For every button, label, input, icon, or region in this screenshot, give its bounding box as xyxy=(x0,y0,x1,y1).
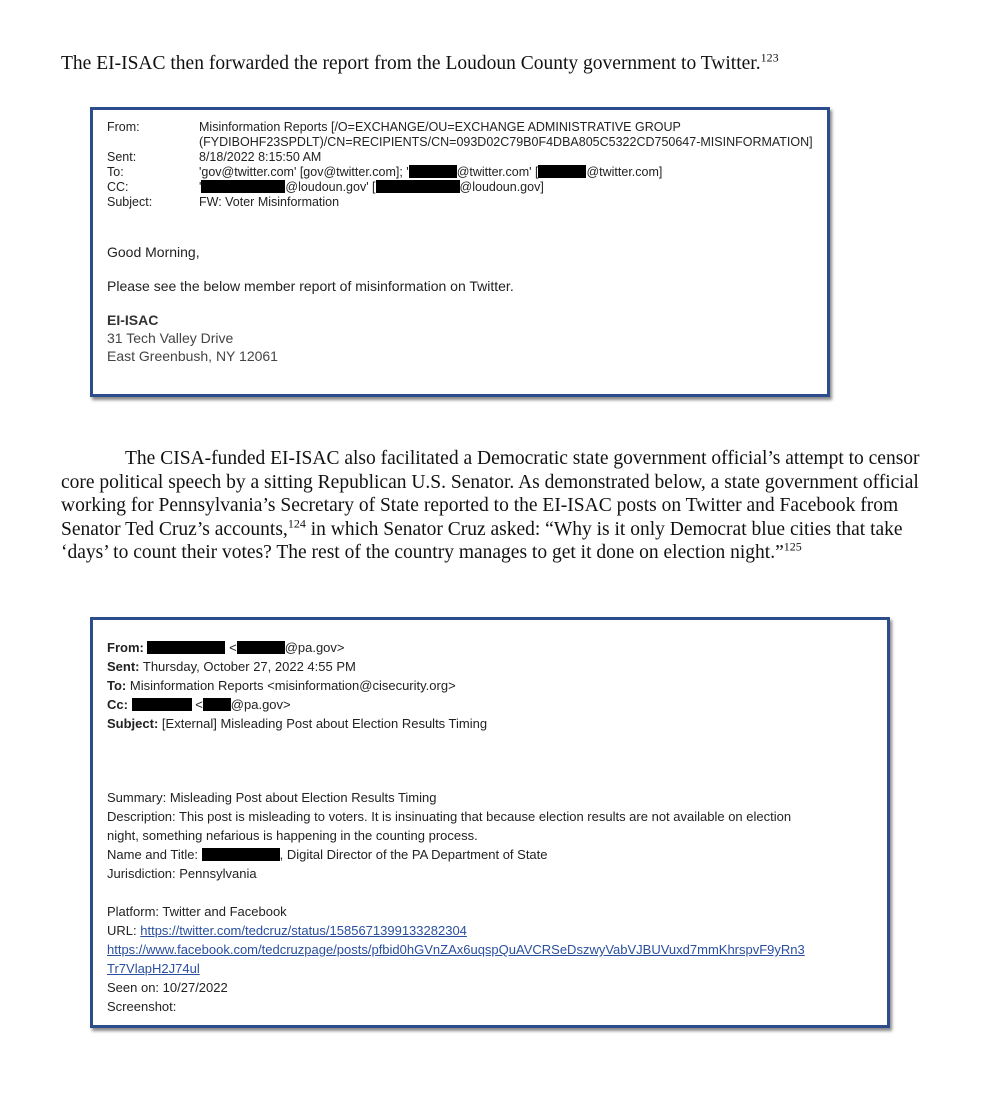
redaction xyxy=(147,641,225,654)
from-label: From: xyxy=(107,120,140,134)
to-label: To: xyxy=(107,165,124,179)
twitter-link[interactable]: https://twitter.com/tedcruz/status/1585671399133282304 xyxy=(140,923,467,938)
jurisdiction: Jurisdiction: Pennsylvania xyxy=(107,866,257,881)
footnote-ref: 125 xyxy=(783,539,802,554)
from-value: Misinformation Reports [/O=EXCHANGE/OU=EXCHANGE ADMINISTRATIVE GROUP xyxy=(199,120,681,134)
description: Description: This post is misleading to voters. It is insinuating that because election results are not available on election xyxy=(107,809,792,824)
redaction xyxy=(132,698,192,711)
to-value: 'gov@twitter.com' [gov@twitter.com]; ' @twitter.com' [ @twitter.com] xyxy=(199,165,663,179)
url-row: URL: https://twitter.com/tedcruz/status/1585671399133282304 xyxy=(107,923,467,938)
redaction xyxy=(409,165,457,178)
signature-city: East Greenbush, NY 12061 xyxy=(107,348,278,364)
redaction xyxy=(376,180,460,193)
facebook-link[interactable]: https://www.facebook.com/tedcruzpage/posts/pfbid0hGVnZAx6uqspQuAVCRSeDszwyVabVJBUVuxd7mmKhrspvF9yRn3 xyxy=(107,942,805,957)
redaction xyxy=(203,698,231,711)
signature-address: 31 Tech Valley Drive xyxy=(107,330,234,346)
summary: Summary: Misleading Post about Election Results Timing xyxy=(107,790,437,805)
redaction xyxy=(538,165,586,178)
screenshot-label: Screenshot: xyxy=(107,999,177,1014)
email-2 xyxy=(90,617,890,1028)
greeting: Good Morning, xyxy=(107,244,200,260)
cc-label: CC: xyxy=(107,180,129,194)
email-1 xyxy=(90,107,830,397)
platform: Platform: Twitter and Facebook xyxy=(107,904,287,919)
sent-label: Sent: xyxy=(107,150,137,164)
sent-value: 8/18/2022 8:15:50 AM xyxy=(199,150,322,164)
subject-label: Subject: xyxy=(107,195,153,209)
redaction xyxy=(201,180,285,193)
redaction xyxy=(202,848,280,861)
from-row: From: < @pa.gov> xyxy=(107,640,345,655)
from-value-2: (FYDIBOHF23SPDLT)/CN=RECIPIENTS/CN=093D02C79B0F4DBA805C5322CD750647-MISINFORMATION] xyxy=(199,135,813,149)
name-title: Name and Title: , Digital Director of the PA Department of State xyxy=(107,847,548,862)
email-body: Please see the below member report of misinformation on Twitter. xyxy=(107,278,514,294)
footnote-ref: 123 xyxy=(760,50,779,65)
signature-name: EI-ISAC xyxy=(107,312,159,328)
cc-row: Cc: < @pa.gov> xyxy=(107,697,291,712)
facebook-link-cont[interactable]: Tr7VlapH2J74ul xyxy=(107,961,200,976)
intro-text xyxy=(61,52,941,76)
redaction xyxy=(237,641,285,654)
subject-value: FW: Voter Misinformation xyxy=(199,195,340,209)
body-paragraph: The CISA-funded EI-ISAC also facilitated a Democratic state government official’s attempt to censor core political speech by a sitting Republican U.S. Senator. As demonstrated below, a state government official working for Pennsylvania’s Secretary of State reported to the EI-ISAC posts on Twitter and Facebook from Senator Ted Cruz’s accounts,$^{124}$ in which Senator Cruz asked: “Why is it only Democrat blue cities that take ‘days’ to count their votes? The rest of the country manages to get it done on election night.”$^{125}$ xyxy=(61,448,920,563)
to-row: To: Misinformation Reports <misinformation@cisecurity.org> xyxy=(107,678,456,693)
intro-sentence: The EI-ISAC then forwarded the report from the Loudoun County government to Twitter. xyxy=(61,53,761,74)
sent-row: Sent: Thursday, October 27, 2022 4:55 PM xyxy=(107,659,356,674)
cc-value: ' @loudoun.gov' [ @loudoun.gov] xyxy=(199,180,544,194)
description-2: night, something nefarious is happening in the counting process. xyxy=(107,828,478,843)
seen-on: Seen on: 10/27/2022 xyxy=(107,980,228,995)
footnote-ref: 124 xyxy=(287,516,306,530)
subject-row: Subject: [External] Misleading Post about Election Results Timing xyxy=(107,716,488,731)
